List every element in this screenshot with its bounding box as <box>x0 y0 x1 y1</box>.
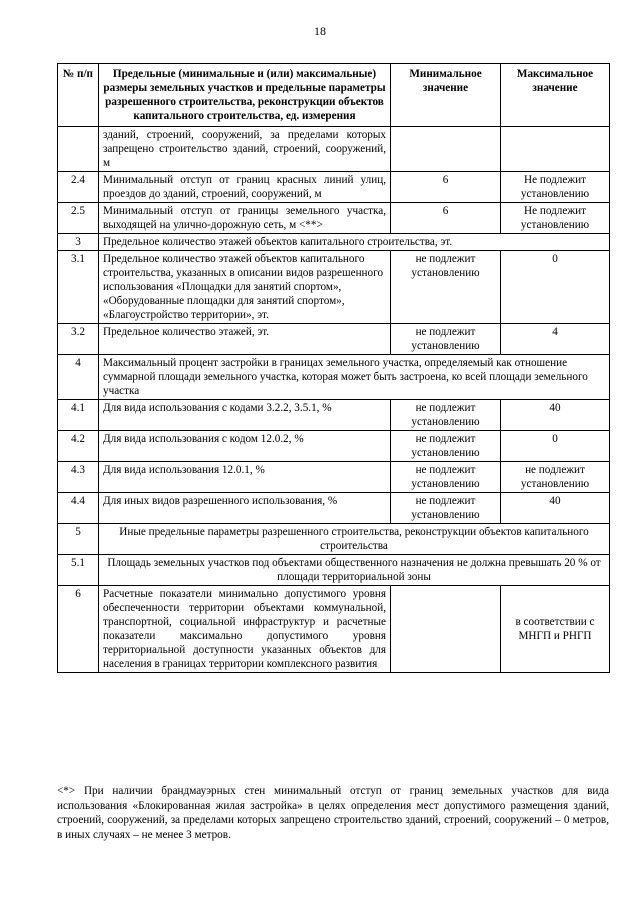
header-param: Предельные (минимальные и (или) максимальные) размеры земельных участков и предельные параметры разрешенного строительства, реконструкции объектов капитального строительства, ед. измерения <box>99 64 391 127</box>
row-min: не подлежит установлению <box>391 431 501 462</box>
table-section-row <box>58 355 610 400</box>
row-max: Не подлежит установлению <box>501 172 610 203</box>
row-param: Предельное количество этажей объектов капитального строительства, указанных в описании видов разрешенного использования «Площадки для занятий спортом», «Оборудованные площадки для занятий спортом», «Благоустройство территории», эт. <box>99 251 391 324</box>
table-row <box>58 203 610 234</box>
row-param: Для иных видов разрешенного использования, % <box>99 493 391 524</box>
row-min: не подлежит установлению <box>391 493 501 524</box>
table-row <box>58 586 610 673</box>
row-max: 40 <box>501 493 610 524</box>
row-param: Для вида использования с кодами 3.2.2, 3.5.1, % <box>99 400 391 431</box>
table-row <box>58 431 610 462</box>
row-max: в соответствии с МНГП и РНГП <box>501 586 610 673</box>
section-title: Иные предельные параметры разрешенного строительства, реконструкции объектов капитального строительства <box>99 524 610 555</box>
row-max: 40 <box>501 400 610 431</box>
row-num <box>58 127 99 172</box>
section-title: Площадь земельных участков под объектами общественного назначения не должна превышать 20 % от площади территориальной зоны <box>99 555 610 586</box>
row-min: не подлежит установлению <box>391 324 501 355</box>
row-param: Для вида использования с кодом 12.0.2, % <box>99 431 391 462</box>
table-row <box>58 251 610 324</box>
row-min <box>391 127 501 172</box>
parameters-table <box>57 63 610 673</box>
row-max: 4 <box>501 324 610 355</box>
row-num: 3.2 <box>58 324 99 355</box>
row-num: 6 <box>58 586 99 673</box>
header-num: № п/п <box>58 64 99 127</box>
section-num: 5.1 <box>58 555 99 586</box>
table-row <box>58 400 610 431</box>
table-row <box>58 324 610 355</box>
table-header-row <box>58 64 610 127</box>
section-title: Предельное количество этажей объектов капитального строительства, эт. <box>99 234 610 251</box>
row-min: не подлежит установлению <box>391 462 501 493</box>
table-row <box>58 172 610 203</box>
row-num: 4.2 <box>58 431 99 462</box>
row-param: Предельное количество этажей, эт. <box>99 324 391 355</box>
table-section-row <box>58 524 610 555</box>
row-param: Для вида использования 12.0.1, % <box>99 462 391 493</box>
page-number: 18 <box>314 24 326 38</box>
table-row <box>58 493 610 524</box>
table-row <box>58 127 610 172</box>
row-min: 6 <box>391 172 501 203</box>
table-row <box>58 462 610 493</box>
row-num: 2.4 <box>58 172 99 203</box>
row-max: не подлежит установлению <box>501 462 610 493</box>
row-min: не подлежит установлению <box>391 400 501 431</box>
header-min: Минимальное значение <box>391 64 501 127</box>
row-min: 6 <box>391 203 501 234</box>
row-num: 2.5 <box>58 203 99 234</box>
row-max: Не подлежит установлению <box>501 203 610 234</box>
section-num: 5 <box>58 524 99 555</box>
table-section-row <box>58 234 610 251</box>
row-min <box>391 586 501 673</box>
row-num: 4.4 <box>58 493 99 524</box>
row-param: Расчетные показатели минимально допустимого уровня обеспеченности территории объектами коммунальной, транспортной, социальной инфраструктур и расчетные показатели максимально допустимого уровня территориальной доступности указанных объектов для населения в границах территории комплексного развития <box>99 586 391 673</box>
row-num: 3.1 <box>58 251 99 324</box>
row-max: 0 <box>501 251 610 324</box>
section-num: 3 <box>58 234 99 251</box>
footnote: <*> При наличии брандмауэрных стен минимальный отступ от границ земельных участков для вида использования «Блокированная жилая застройка» в целях определения мест допустимого размещения зданий, строений, сооружений, за пределами которых запрещено строительство зданий, строений, сооружений – 0 метров, в иных случаях – не менее 3 метров. <box>57 785 609 841</box>
table-section-row <box>58 555 610 586</box>
section-title: Максимальный процент застройки в границах земельного участка, определяемый как отношение суммарной площади земельного участка, которая может быть застроена, ко всей площади земельного участка <box>99 355 610 400</box>
row-max <box>501 127 610 172</box>
row-param: Минимальный отступ от границы земельного участка, выходящей на улично-дорожную сеть, м <**> <box>99 203 391 234</box>
row-param: Минимальный отступ от границ красных линий улиц, проездов до зданий, строений, сооружений, м <box>99 172 391 203</box>
row-num: 4.3 <box>58 462 99 493</box>
row-max: 0 <box>501 431 610 462</box>
row-param: зданий, строений, сооружений, за пределами которых запрещено строительство зданий, строений, сооружений, м <box>99 127 391 172</box>
section-num: 4 <box>58 355 99 400</box>
header-max: Максимальное значение <box>501 64 610 127</box>
row-min: не подлежит установлению <box>391 251 501 324</box>
row-num: 4.1 <box>58 400 99 431</box>
